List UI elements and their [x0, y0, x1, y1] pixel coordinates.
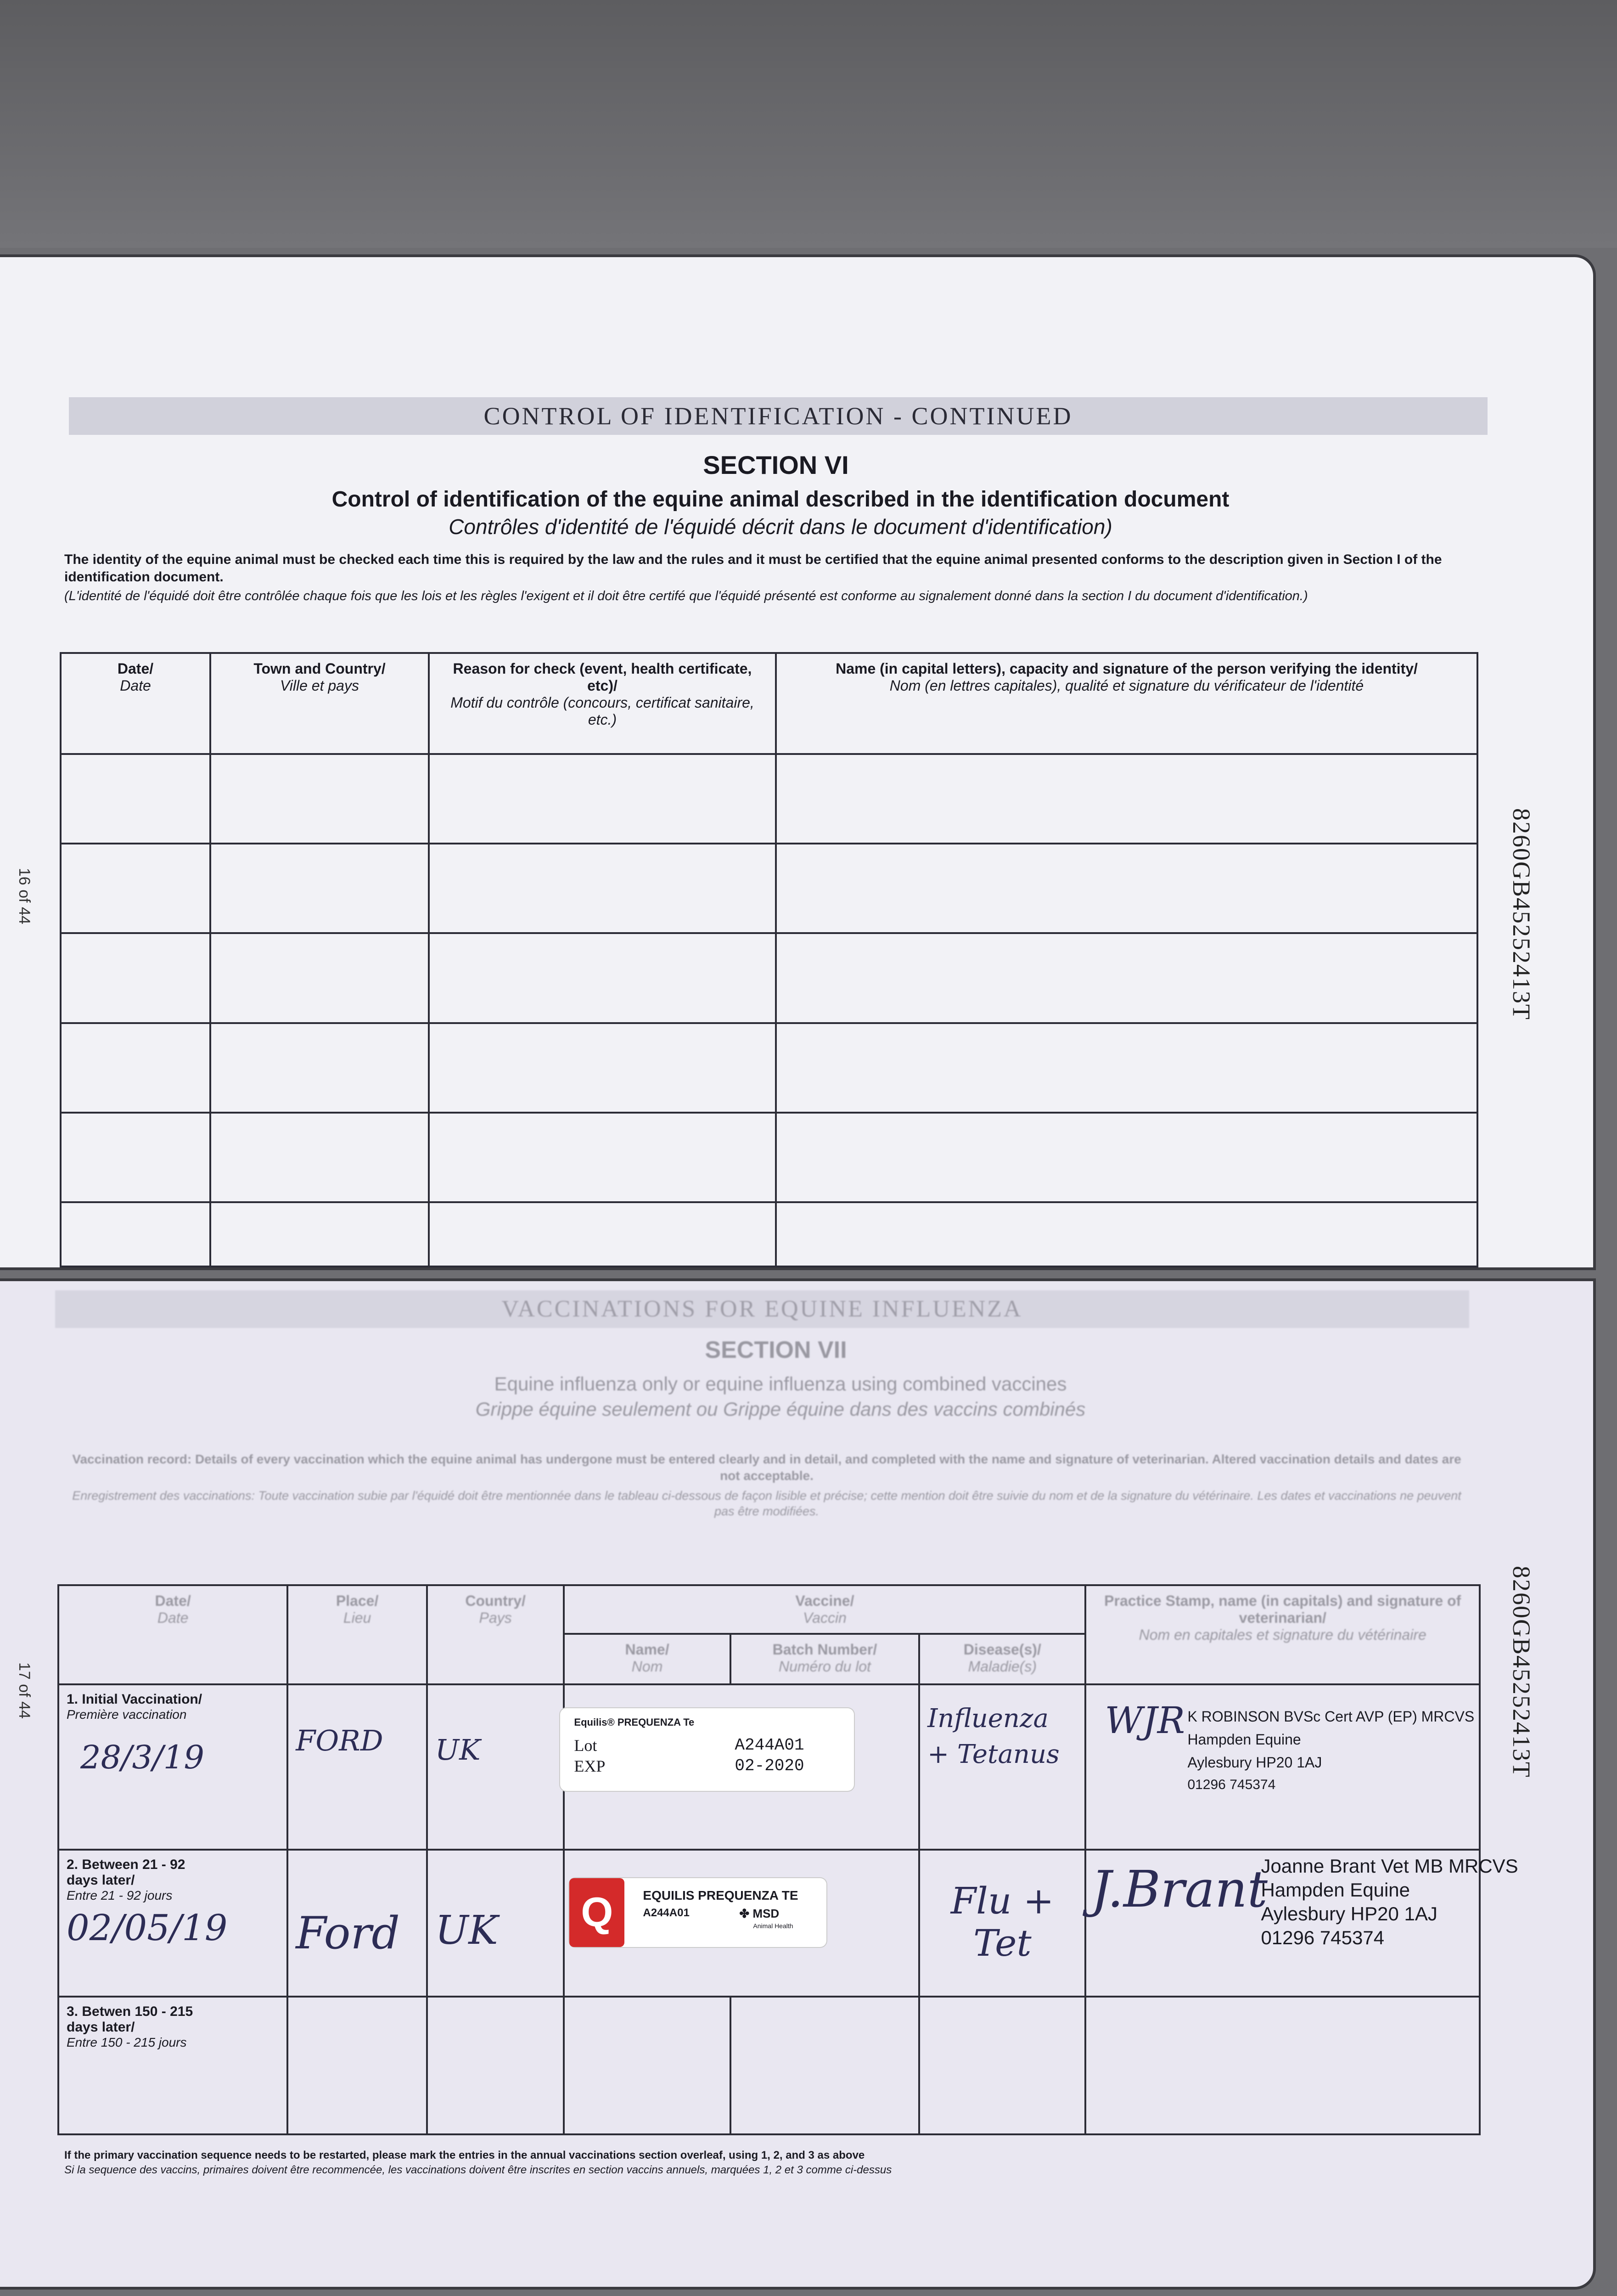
vaccination-date: 28/3/19 — [80, 1739, 204, 1776]
col-town-country: Town and Country/ Ville et pays — [210, 653, 429, 754]
section-heading: SECTION VII — [705, 1337, 847, 1363]
scanner-background — [0, 0, 1617, 248]
vet-phone: 01296 745374 — [1261, 1927, 1385, 1948]
identity-check-table — [60, 652, 1478, 1267]
vaccination-row-2 — [58, 1850, 1480, 1997]
table-row — [61, 933, 1477, 1023]
col-date: Date/ Date — [61, 653, 210, 754]
vaccination-row-3 — [58, 1997, 1480, 2134]
table-row — [61, 844, 1477, 933]
table-row — [61, 1113, 1477, 1202]
col-reason: Reason for check (event, health certificate, etc)/ Motif du contrôle (concours, certificat sanitaire, etc.) — [429, 653, 776, 754]
col-vaccine: Vaccine/ Vaccin — [564, 1585, 1085, 1634]
vet-signature: WJR — [1105, 1699, 1185, 1742]
col-place: Place/ Lieu — [287, 1585, 427, 1684]
intro-text: The identity of the equine animal must be checked each time this is required by the law and the rules and it must be certified that the equine animal presented conforms to the description given in Section I of the identification document. — [64, 552, 1442, 585]
vaccination-date: 02/05/19 — [67, 1908, 228, 1949]
row-label-cell: 3. Betwen 150 - 215 days later/ Entre 150 - 215 jours — [58, 1997, 287, 2134]
section-heading: SECTION VI — [703, 450, 849, 479]
vet-name: K ROBINSON BVSc Cert AVP (EP) MRCVS — [1187, 1708, 1475, 1725]
intro-text-fr: Enregistrement des vaccinations: Toute vaccination subie par l'équidé doit être mentionnée dans le tableau ci-dessous de façon lisible et précise; cette mention doit être suivie du nom et de la signature du vétérinaire. Les dates et vaccinations ne peuvent pas être modifiées. — [72, 1489, 1461, 1518]
col-batch: Batch Number/ Numéro du lot — [730, 1634, 919, 1684]
passport-page-17 — [0, 1281, 1593, 2287]
vet-phone: 01296 745374 — [1187, 1777, 1276, 1792]
page-number: 17 of 44 — [16, 1662, 33, 1719]
footer-note: If the primary vaccination sequence needs to be restarted, please mark the entries in the annual vaccinations section overleaf, using 1, 2, and 3 as above — [64, 2149, 865, 2161]
intro-text-fr: (L'identité de l'équidé doit être contrôlée chaque fois que les lois et les règles l'exigent et il doit être certifé que l'équidé présenté est conforme au signalement donné dans la section I du document d'identification.) — [64, 589, 1308, 603]
vaccination-table — [57, 1584, 1518, 2135]
col-disease: Disease(s)/ Maladie(s) — [919, 1634, 1085, 1684]
col-country: Country/ Pays — [427, 1585, 564, 1684]
vet-practice: Hampden Equine — [1261, 1879, 1410, 1901]
table-row — [61, 1023, 1477, 1113]
equilis-logo: Q — [569, 1878, 624, 1947]
col-practice-stamp: Practice Stamp, name (in capitals) and signature of veterinarian/ Nom en capitales et signature du vétérinaire — [1085, 1585, 1480, 1684]
page-number: 16 of 44 — [16, 868, 33, 924]
passport-page-16 — [0, 257, 1593, 1267]
vet-practice: Hampden Equine — [1187, 1731, 1301, 1748]
col-verifier: Name (in capital letters), capacity and signature of the person verifying the identity/ Nom (en lettres capitales), qualité et signature du vérificateur de l'identité — [776, 653, 1477, 754]
footer-note-fr: Si la sequence des vaccins, primaires doivent être recommencée, les vaccinations doivent être inscrites en section vaccins annuels, marquées 1, 2 et 3 comme ci-dessus — [64, 2164, 892, 2176]
passport-id: 8260GB45252413T — [1508, 808, 1535, 1020]
vaccination-place: FORD — [296, 1724, 383, 1757]
vaccination-country: UK — [435, 1733, 481, 1767]
vaccination-row-1 — [58, 1684, 1480, 1850]
vaccination-country: UK — [435, 1908, 498, 1953]
vaccination-disease: Flu + Tet — [950, 1880, 1054, 1964]
section-banner: VACCINATIONS FOR EQUINE INFLUENZA — [55, 1290, 1469, 1328]
vet-name: Joanne Brant Vet MB MRCVS — [1261, 1855, 1518, 1877]
table-row — [61, 1202, 1477, 1266]
row-label-cell: 2. Between 21 - 92 days later/ Entre 21 - 92 jours 02/05/19 — [58, 1850, 287, 1997]
section-title: Control of identification of the equine animal described in the identification document — [331, 487, 1230, 512]
table-row — [61, 754, 1477, 844]
intro-text: Vaccination record: Details of every vaccination which the equine animal has undergone must be entered clearly and in detail, and completed with the name and signature of veterinarian. Altered vaccination details and dates are not acceptable. — [72, 1452, 1461, 1483]
section-banner: CONTROL OF IDENTIFICATION - CONTINUED — [69, 397, 1488, 435]
vaccine-batch-sticker: Equilis® PREQUENZA Te Lot EXP A244A01 02-2020 — [560, 1708, 854, 1791]
vet-signature: J.Brant — [1091, 1860, 1268, 1919]
col-date: Date/ Date — [58, 1585, 287, 1684]
col-vaccine-name: Name/ Nom — [564, 1634, 730, 1684]
section-title-fr: Grippe équine seulement ou Grippe équine dans des vaccins combinés — [475, 1398, 1086, 1420]
vet-town: Aylesbury HP20 1AJ — [1261, 1903, 1437, 1925]
vet-town: Aylesbury HP20 1AJ — [1187, 1754, 1322, 1771]
passport-id: 8260GB45252413T — [1508, 1566, 1535, 1778]
row-label-cell: 1. Initial Vaccination/ Première vaccination 28/3/19 — [58, 1684, 287, 1850]
section-title-fr: Contrôles d'identité de l'équidé décrit dans le document d'identification) — [449, 515, 1112, 539]
vaccination-place: Ford — [296, 1908, 400, 1959]
vaccine-batch-sticker: Q EQUILIS PREQUENZA TE A244A01 ✤ MSD Animal Health — [569, 1878, 826, 1947]
vaccination-disease: Influenza + Tetanus — [927, 1704, 1060, 1769]
msd-logo: ✤ MSD — [739, 1907, 780, 1920]
section-title: Equine influenza only or equine influenza using combined vaccines — [494, 1373, 1067, 1395]
